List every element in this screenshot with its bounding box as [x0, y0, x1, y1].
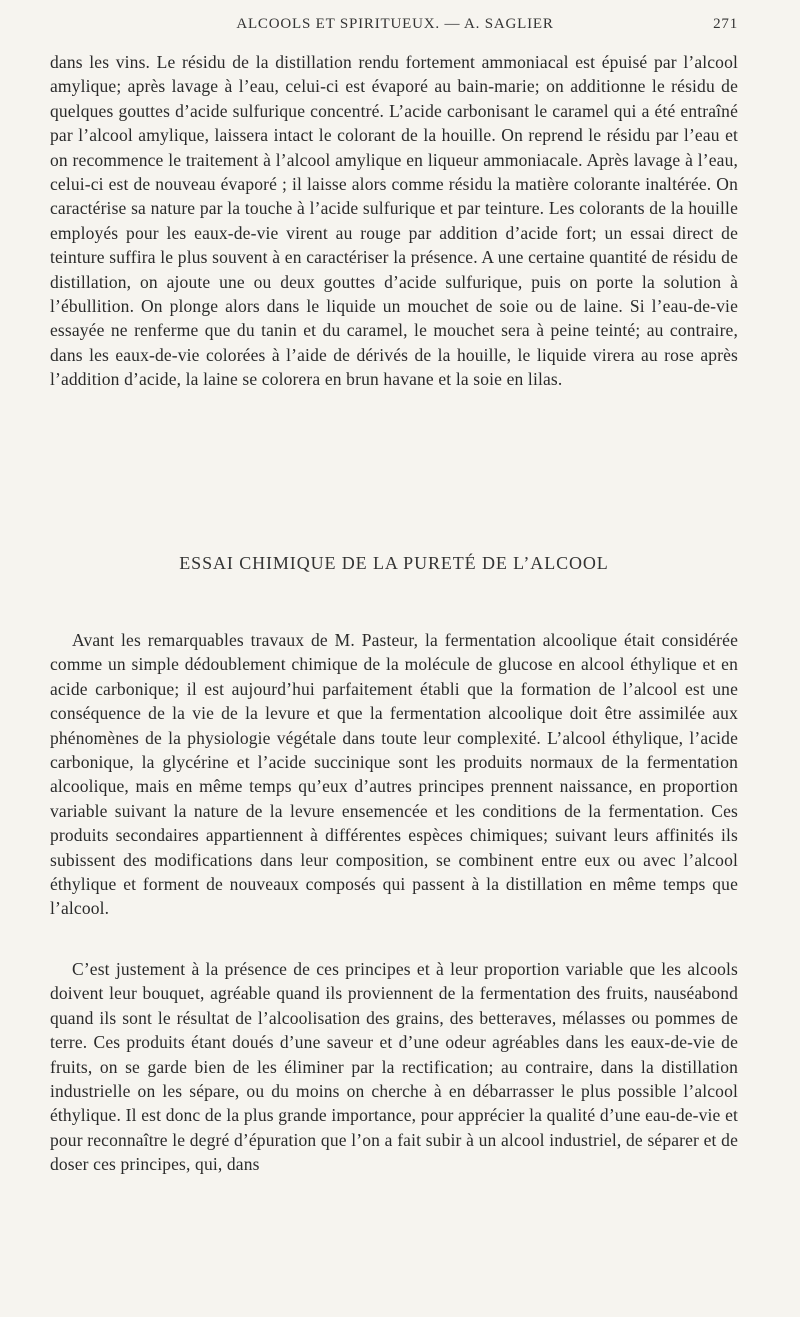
- paragraph-1-text: Avant les remarquables travaux de M. Pasteur, la fermentation alcoolique était considérée comme un simple dédoublement chimique de la molécule de glucose en alcool éthylique et en acide carbonique; il est aujourd’hui parfaitement établi que la formation de l’alcool est une conséquence de la vie de la levure et que la fermentation alcoolique doit être assimilée aux phénomènes de la physiologie végétale dans toute leur complexité. L’alcool éthylique, l’acide carbonique, la glycérine et l’acide succinique sont les produits normaux de la fermentation alcoolique, mais en même temps qu’eux d’autres principes prennent naissance, en proportion variable suivant la nature de la levure ensemencée et les conditions de la fermentation. Ces produits secondaires appartiennent à différentes espèces chimiques; suivant leurs affinités ils subissent des modifications dans leur composition, se combinent entre eux ou avec l’alcool éthylique et forment de nouveaux composés qui passent à la distillation en même temps que l’alcool.: [50, 630, 738, 919]
- page-number: 271: [713, 16, 738, 32]
- section-title: ESSAI CHIMIQUE DE LA PURETÉ DE L’ALCOOL: [179, 553, 609, 573]
- running-header: [52, 16, 738, 40]
- continued-paragraph: [50, 50, 738, 392]
- running-title: ALCOOLS ET SPIRITUEUX. — A. SAGLIER: [236, 16, 554, 32]
- paragraph-2-text: C’est justement à la présence de ces principes et à leur proportion variable que les alcools doivent leur bouquet, agréable quand ils proviennent de la fermentation des fruits, nauséabond quand ils sont le résultat de l’alcoolisation des grains, des betteraves, mélasses ou pommes de terre. Ces produits étant doués d’une saveur et d’une odeur agréables dans les eaux-de-vie de fruits, on se garde bien de les éliminer par la rectification; au contraire, dans la distillation industrielle on les sépare, ou du moins on cherche à en débarrasser le plus possible l’alcool éthylique. Il est donc de la plus grande importance, pour apprécier la qualité d’une eau-de-vie et pour reconnaître le degré d’épuration que l’on a fait subir à un alcool industriel, de séparer et de doser ces principes, qui, dans: [50, 959, 738, 1175]
- paragraph-2: [50, 957, 738, 1177]
- paragraph-1: [50, 628, 738, 921]
- continued-paragraph-text: dans les vins. Le résidu de la distillation rendu fortement ammoniacal est épuisé par l’alcool amylique; après lavage à l’eau, celui-ci est évaporé au bain-marie; on additionne le résidu de quelques gouttes d’acide sulfurique concentré. L’acide carbonisant le caramel qui a été entraîné par l’alcool amylique, laissera intact le colorant de la houille. On reprend le résidu par l’eau et on recommence le traitement à l’alcool amylique en liqueur ammoniacale. Après lavage à l’eau, celui-ci est de nouveau évaporé ; il laisse alors comme résidu la matière colorante inaltérée. On caractérise sa nature par la touche à l’acide sulfurique et par teinture. Les colorants de la houille employés pour les eaux-de-vie virent au rouge par addition d’acide fort; un essai direct de teinture suffira le plus souvent à en caractériser la présence. A une certaine quantité de résidu de distillation, on ajoute une ou deux gouttes d’acide sulfurique, puis on porte la solution à l’ébullition. On plonge alors dans le liquide un mouchet de soie ou de laine. Si l’eau-de-vie essayée ne renferme que du tanin et du caramel, le mouchet sera à peine teinté; au contraire, dans les eaux-de-vie colorées à l’aide de dérivés de la houille, le liquide virera au rose après l’addition d’acide, la laine se colorera en brun havane et la soie en lilas.: [50, 52, 738, 390]
